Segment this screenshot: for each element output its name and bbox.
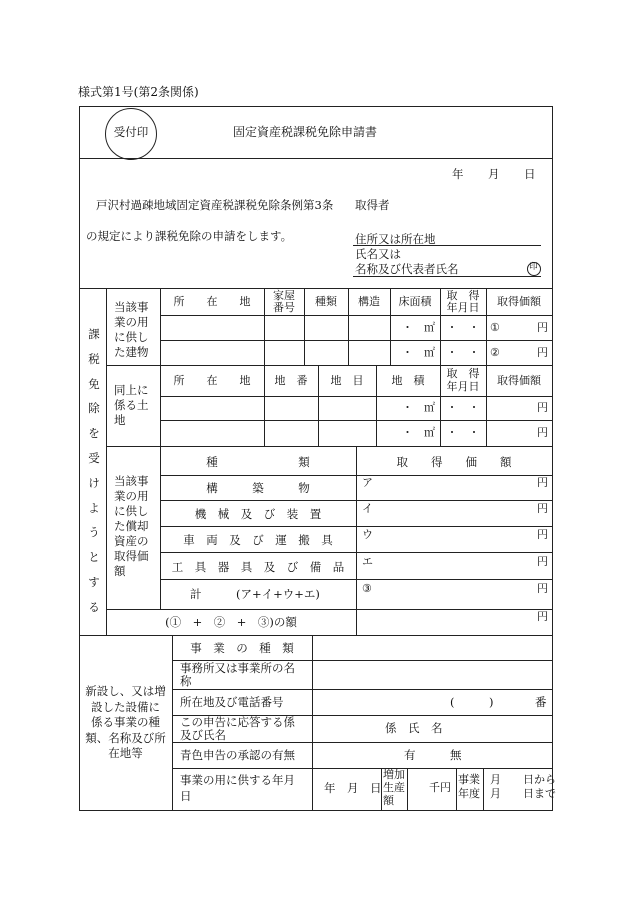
dep-header-price: 取 得 価 額 xyxy=(396,455,512,469)
intro-line1: 戸沢村過疎地域固定資産税課税免除条例第3条 xyxy=(96,198,334,212)
fac-business-type: 事 業 の 種 類 xyxy=(190,641,294,655)
facility-label-line-4: 類、名称及び所 xyxy=(85,730,166,745)
land-row2-yen: 円 xyxy=(537,426,548,439)
form-title: 固定資産税課税免除申請書 xyxy=(232,125,377,139)
bld-header-acq-date-2: 年月日 xyxy=(446,301,480,314)
dep-header-kind: 種 類 xyxy=(206,455,310,469)
land-header-acq-date-1: 取 得 xyxy=(446,367,480,380)
dep-row2-yen: 円 xyxy=(537,502,548,515)
fac-increase-3: 額 xyxy=(383,794,394,807)
buildings-label-line-3: に供し xyxy=(114,330,149,344)
fac-start-date-1: 事業の用に供する年月 xyxy=(180,773,295,787)
dep-row2-mark: イ xyxy=(362,502,373,515)
fac-start-date-2: 日 xyxy=(180,789,192,803)
fac-period-1: 月 日から xyxy=(490,773,556,786)
side-label-char-3: 免 xyxy=(88,376,100,391)
depreciable-label-line-3: に供し xyxy=(114,504,149,518)
intro-line2: の規定により課税免除の申請をします。 xyxy=(86,229,293,243)
bld-row2-mark: ② xyxy=(490,346,500,359)
side-label-char-8: よ xyxy=(88,500,100,515)
land-row2-area: ・ ㎡ xyxy=(402,426,435,439)
bld-header-acq-price: 取得価額 xyxy=(497,295,541,308)
bld-header-structure: 構造 xyxy=(358,295,380,308)
fac-phone-suffix: 番 xyxy=(535,695,547,709)
seal-mark: 印 xyxy=(529,262,538,272)
side-label-char-6: 受 xyxy=(88,450,100,465)
fac-office-name-2: 称 xyxy=(180,674,192,688)
buildings-block-label xyxy=(114,300,149,360)
dep-row1-mark: ア xyxy=(362,476,373,489)
side-label-char-12: る xyxy=(88,599,100,614)
bld-row2-area: ・ ㎡ xyxy=(402,346,435,359)
depreciable-label-line-5: 資産の xyxy=(114,534,149,548)
bld-row1-area: ・ ㎡ xyxy=(402,321,435,334)
name-label-2: 名称及び代表者氏名 xyxy=(355,262,459,276)
land-header-location: 所 在 地 xyxy=(173,374,251,387)
bld-header-kind: 種類 xyxy=(315,295,337,308)
land-row2-date: ・ ・ xyxy=(446,426,480,439)
bld-row1-yen: 円 xyxy=(537,321,548,334)
tax-exemption-side-label xyxy=(86,322,102,620)
fac-contact-2: 及び氏名 xyxy=(180,728,226,742)
dep-row3-mark: ウ xyxy=(362,528,373,541)
land-header-category: 地 目 xyxy=(330,374,364,387)
land-header-acq-date-2: 年月日 xyxy=(446,380,480,393)
reception-stamp-label: 受付印 xyxy=(113,125,149,139)
land-label-line-2: 係る土 xyxy=(114,398,149,412)
fac-yes-no: 有 無 xyxy=(404,748,462,762)
bld-header-location: 所 在 地 xyxy=(173,295,251,308)
land-label-line-3: 地 xyxy=(114,413,126,427)
facility-label-line-2: 設した設備に xyxy=(91,699,160,714)
side-label-char-2: 税 xyxy=(88,351,100,366)
side-label-char-4: 除 xyxy=(88,401,100,416)
fac-section-name: 係 氏 名 xyxy=(385,721,443,735)
buildings-label-line-2: 業の用 xyxy=(114,315,149,329)
fac-fiscal-2: 年度 xyxy=(458,787,480,800)
bld-row1-mark: ① xyxy=(490,321,500,334)
form-number: 様式第1号(第2条関係) xyxy=(78,85,199,99)
fac-contact-1: この申告に応答する係 xyxy=(180,715,295,729)
date-month: 月 xyxy=(488,167,500,181)
fac-period-2: 月 日まで xyxy=(490,787,556,800)
bld-header-acq-date-1: 取 得 xyxy=(446,289,480,302)
depreciable-label-line-2: 業の用 xyxy=(114,489,149,503)
grand-total-yen: 円 xyxy=(537,610,548,623)
land-block-label xyxy=(114,383,149,428)
land-header-acq-price: 取得価額 xyxy=(497,374,541,387)
fac-fiscal-1: 事業 xyxy=(458,773,480,786)
buildings-label-line-4: た建物 xyxy=(114,345,149,359)
dep-row1-item: 構 築 物 xyxy=(206,481,310,495)
side-label-char-10: と xyxy=(88,550,100,565)
dep-total-mark: ③ xyxy=(362,582,372,595)
fac-ymd: 年 月 日 xyxy=(324,781,382,795)
facility-label-line-3: 係る事業の種 xyxy=(91,715,160,729)
bld-header-floor-area: 床面積 xyxy=(398,295,432,308)
dep-total-yen: 円 xyxy=(537,582,548,595)
land-row1-date: ・ ・ xyxy=(446,401,480,414)
fac-increase-1: 増加 xyxy=(383,768,405,781)
name-label-1: 氏名又は xyxy=(355,247,401,261)
bld-row1-date: ・ ・ xyxy=(446,321,480,334)
fac-thousand-yen: 千円 xyxy=(429,781,451,794)
bld-header-house-no-2: 番号 xyxy=(273,301,295,314)
dep-row2-item: 機 械 及 び 装 置 xyxy=(194,507,322,521)
side-label-char-1: 課 xyxy=(88,327,100,341)
dep-row3-item: 車 両 及 び 運 搬 具 xyxy=(183,533,333,547)
bld-row2-yen: 円 xyxy=(537,346,548,359)
fac-phone-paren: ( ) xyxy=(450,695,494,709)
land-row1-yen: 円 xyxy=(537,401,548,414)
dep-total-item: 計 (ア+イ+ウ+エ) xyxy=(190,587,320,601)
land-header-area: 地 積 xyxy=(391,374,425,387)
depreciable-label-line-7: 額 xyxy=(114,564,126,578)
side-label-char-11: す xyxy=(88,574,100,589)
depreciable-label-line-4: た償却 xyxy=(114,519,149,533)
depreciable-label-line-6: 取得価 xyxy=(114,549,149,563)
depreciable-block-label xyxy=(114,474,149,579)
facility-block-label xyxy=(79,684,172,762)
dep-row1-yen: 円 xyxy=(537,476,548,489)
facility-label-line-5: 在地等 xyxy=(108,746,143,760)
land-row1-area: ・ ㎡ xyxy=(402,401,435,414)
fac-office-name-1: 事務所又は事業所の名 xyxy=(180,661,295,675)
land-header-lot-no: 地 番 xyxy=(274,374,308,387)
date-day: 日 xyxy=(524,167,536,181)
land-label-line-1: 同上に xyxy=(114,383,149,397)
side-label-char-9: う xyxy=(88,525,100,540)
buildings-label-line-1: 当該事 xyxy=(114,300,149,314)
side-label-char-7: け xyxy=(88,475,100,490)
date-year: 年 xyxy=(452,167,464,181)
dep-row4-item: 工 具 器 具 及 び 備 品 xyxy=(171,560,345,574)
facility-label-line-1: 新設し、又は増 xyxy=(85,684,166,698)
grand-total-label: (① + ② + ③)の額 xyxy=(165,615,297,629)
bld-header-house-no-1: 家屋 xyxy=(273,289,295,302)
side-label-char-5: を xyxy=(88,426,100,441)
fac-increase-2: 生産 xyxy=(383,781,405,794)
dep-row4-yen: 円 xyxy=(537,555,548,568)
fac-blue-return: 青色申告の承認の有無 xyxy=(180,748,295,762)
bld-row2-date: ・ ・ xyxy=(446,346,480,359)
dep-row4-mark: エ xyxy=(362,555,373,568)
fac-location-phone: 所在地及び電話番号 xyxy=(180,695,284,709)
acquirer-label: 取得者 xyxy=(355,198,390,212)
address-label: 住所又は所在地 xyxy=(355,232,436,246)
depreciable-label-line-1: 当該事 xyxy=(114,474,149,488)
dep-row3-yen: 円 xyxy=(537,528,548,541)
